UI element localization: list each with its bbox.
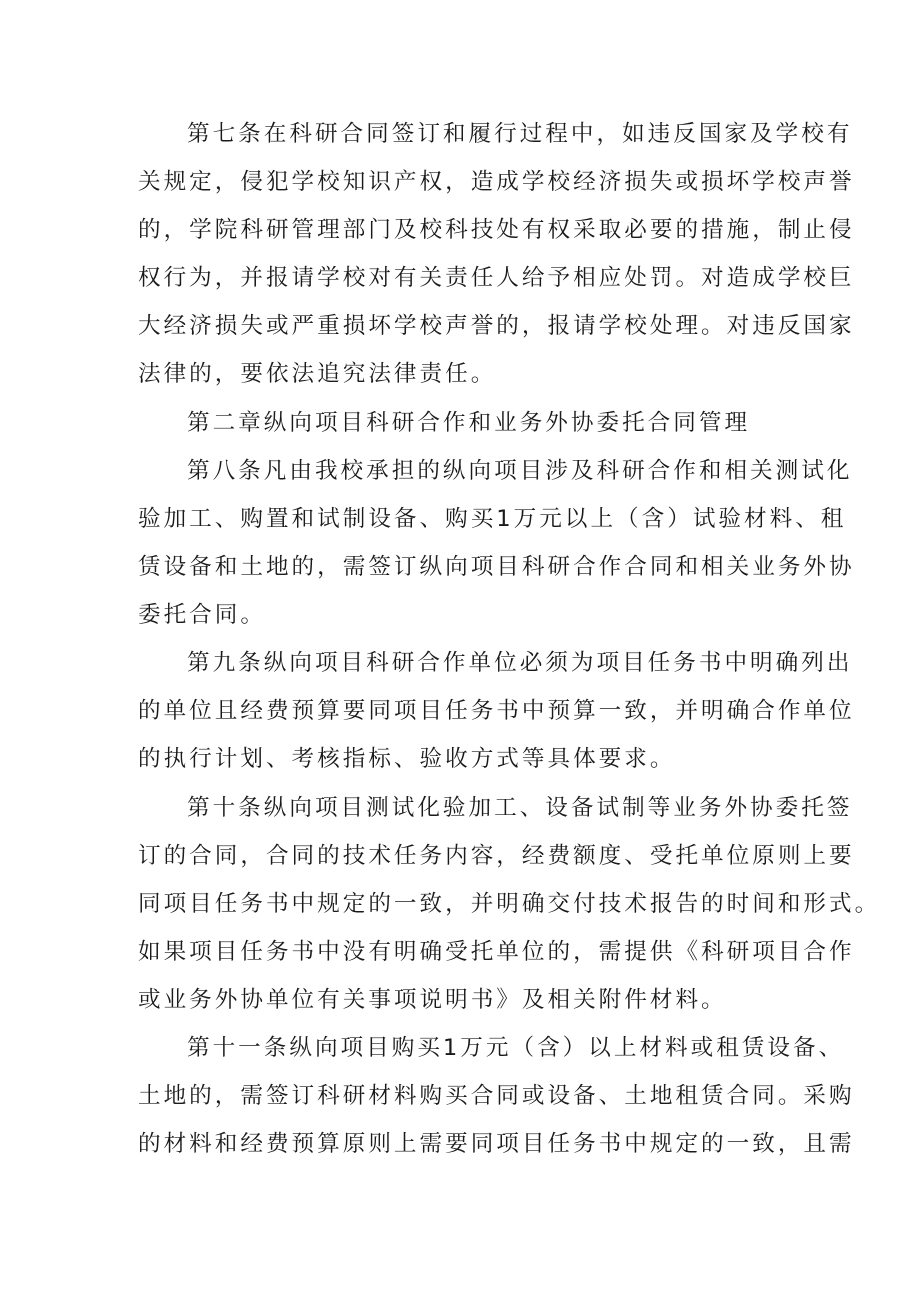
paragraph-line: 的执行计划、考核指标、验收方式等具体要求。 [138,746,676,772]
paragraph-line: 的材料和经费预算原则上需要同项目任务书中规定的一致，且需 [138,1131,855,1157]
chapter-heading: 第二章纵向项目科研合作和业务外协委托合同管理 [187,410,751,436]
paragraph-line: 法律的，要依法追究法律责任。 [138,361,497,387]
paragraph-line: 订的合同，合同的技术任务内容，经费额度、受托单位原则上要 [138,843,855,869]
paragraph-line: 的，学院科研管理部门及校科技处有权采取必要的措施，制止侵 [138,217,855,243]
paragraph-line: 第七条在科研合同签订和履行过程中，如违反国家及学校有 [187,121,853,147]
paragraph-line: 大经济损失或严重损坏学校声誉的，报请学校处理。对违反国家 [138,313,855,339]
paragraph-line: 权行为，并报请学校对有关责任人给予相应处罚。对造成学校巨 [138,265,855,291]
paragraph-line: 赁设备和土地的，需签订纵向项目科研合作合同和相关业务外协 [138,554,855,580]
paragraph-line: 同项目任务书中规定的一致，并明确交付技术报告的时间和形式。 [138,891,881,917]
paragraph-line: 第十一条纵向项目购买1万元（含）以上材料或租赁设备、 [187,1035,845,1061]
paragraph-line: 第十条纵向项目测试化验加工、设备试制等业务外协委托签 [187,795,853,821]
paragraph-line: 土地的，需签订科研材料购买合同或设备、土地租赁合同。采购 [138,1083,855,1109]
paragraph-line: 第八条凡由我校承担的纵向项目涉及科研合作和相关测试化 [187,458,853,484]
paragraph-line: 委托合同。 [138,602,266,628]
paragraph-line: 关规定，侵犯学校知识产权，造成学校经济损失或损坏学校声誉 [138,169,855,195]
paragraph-line: 的单位且经费预算要同项目任务书中预算一致，并明确合作单位 [138,698,855,724]
paragraph-line: 第九条纵向项目科研合作单位必须为项目任务书中明确列出 [187,650,853,676]
paragraph-line: 验加工、购置和试制设备、购买1万元以上（含）试验材料、租 [138,506,847,532]
paragraph-line: 或业务外协单位有关事项说明书》及相关附件材料。 [138,987,727,1013]
paragraph-line: 如果项目任务书中没有明确受托单位的，需提供《科研项目合作 [138,939,855,965]
